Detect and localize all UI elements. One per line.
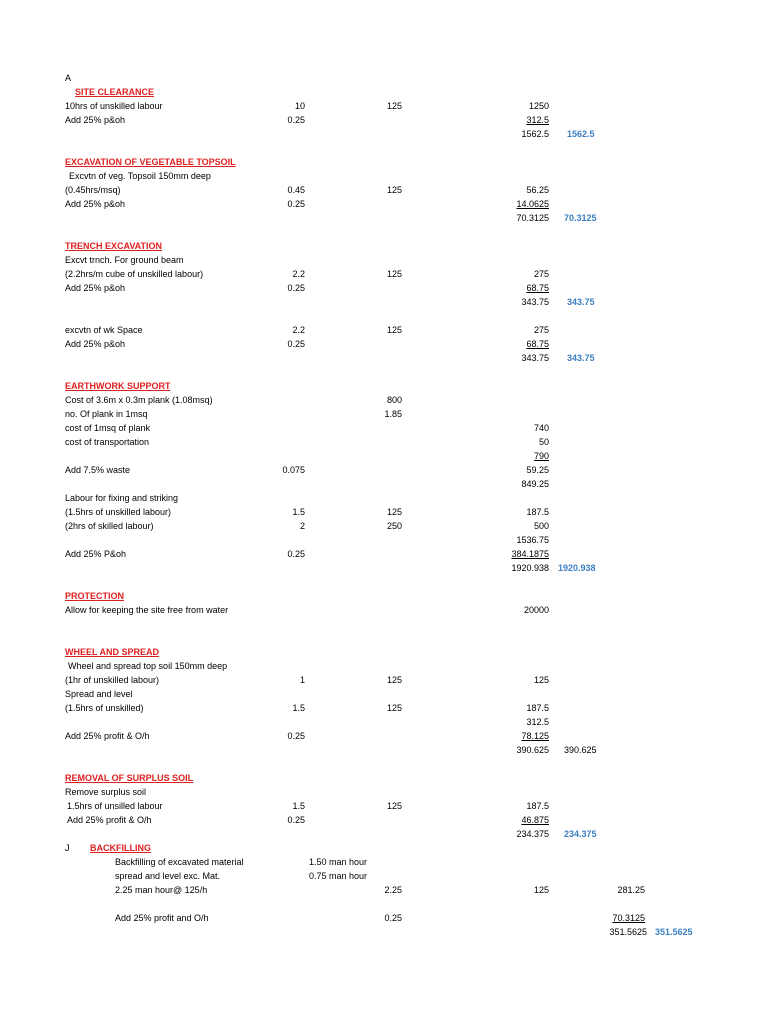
item-description: Excvtn of veg. Topsoil 150mm deep bbox=[69, 171, 211, 181]
item-quantity: 0.25 bbox=[287, 815, 305, 825]
line-item bbox=[0, 408, 768, 420]
section-heading: SITE CLEARANCE bbox=[75, 87, 155, 97]
item-amount: 384.1875 bbox=[511, 549, 549, 559]
section-heading: EARTHWORK SUPPORT bbox=[65, 381, 171, 391]
line-item bbox=[0, 800, 768, 812]
item-description: (0.45hrs/msq) bbox=[65, 185, 121, 195]
subtotal-row bbox=[0, 128, 768, 140]
line-item bbox=[0, 436, 768, 448]
item-description: Add 25% p&oh bbox=[65, 339, 126, 349]
line-item bbox=[0, 674, 768, 686]
subtotal-amount: 1920.938 bbox=[511, 563, 549, 573]
item-amount: 78.125 bbox=[521, 731, 549, 741]
item-description: Add 25% profit & O/h bbox=[65, 731, 150, 741]
line-item bbox=[0, 464, 768, 476]
item-quantity: 2 bbox=[299, 521, 305, 531]
item-description: Add 25% profit & O/h bbox=[67, 815, 152, 825]
section-total: 70.3125 bbox=[564, 213, 597, 223]
section-heading-row bbox=[0, 86, 768, 98]
line-item bbox=[0, 198, 768, 210]
subtotal-row bbox=[0, 562, 768, 574]
section-heading-row bbox=[0, 842, 768, 854]
subtotal-amount: 343.75 bbox=[521, 297, 549, 307]
section-heading-row bbox=[0, 240, 768, 252]
item-rate: 125 bbox=[386, 269, 402, 279]
item-description: cost of transportation bbox=[65, 437, 150, 447]
line-item bbox=[0, 870, 768, 882]
line-item bbox=[0, 506, 768, 518]
section-heading-row bbox=[0, 590, 768, 602]
line-item bbox=[0, 422, 768, 434]
item-quantity: 0.25 bbox=[287, 115, 305, 125]
subtotal-amount: 70.3125 bbox=[516, 213, 549, 223]
item-description: Add 25% P&oh bbox=[65, 549, 127, 559]
section-total: 234.375 bbox=[564, 829, 597, 839]
section-heading: BACKFILLING bbox=[90, 843, 151, 853]
subtotal-row bbox=[0, 352, 768, 364]
item-amount: 500 bbox=[533, 521, 549, 531]
item-amount: 187.5 bbox=[526, 507, 549, 517]
item-description: (2hrs of skilled labour) bbox=[65, 521, 154, 531]
section-letter: A bbox=[65, 73, 72, 83]
item-description: Add 7.5% waste bbox=[65, 465, 131, 475]
item-quantity: 10 bbox=[294, 101, 305, 111]
item-amount: 125 bbox=[533, 675, 549, 685]
line-item bbox=[0, 492, 768, 504]
subtotal-amount: 790 bbox=[533, 451, 549, 461]
item-amount: 187.5 bbox=[526, 703, 549, 713]
subtotal-row bbox=[0, 450, 768, 462]
section-heading-row bbox=[0, 380, 768, 392]
item-rate: 125 bbox=[386, 325, 402, 335]
item-quantity: 1 bbox=[299, 675, 305, 685]
item-quantity: 0.25 bbox=[384, 913, 402, 923]
subtotal-amount: 849.25 bbox=[521, 479, 549, 489]
item-quantity: 2.25 bbox=[384, 885, 402, 895]
item-rate: 125 bbox=[386, 801, 402, 811]
line-item bbox=[0, 912, 768, 924]
item-amount: 20000 bbox=[523, 605, 549, 615]
item-quantity: 0.25 bbox=[287, 283, 305, 293]
line-item bbox=[0, 394, 768, 406]
item-description: Excvt trnch. For ground beam bbox=[65, 255, 184, 265]
item-rate: 250 bbox=[386, 521, 402, 531]
item-amount: 70.3125 bbox=[612, 913, 645, 923]
item-amount: 14.0625 bbox=[516, 199, 549, 209]
item-quantity: 2.2 bbox=[292, 269, 305, 279]
section-heading: REMOVAL OF SURPLUS SOIL bbox=[65, 773, 194, 783]
item-quantity: 1.5 bbox=[292, 801, 305, 811]
line-item bbox=[0, 338, 768, 350]
item-amount: 281.25 bbox=[617, 885, 645, 895]
section-total: 343.75 bbox=[567, 297, 595, 307]
section-heading-row bbox=[0, 646, 768, 658]
item-quantity: 2.2 bbox=[292, 325, 305, 335]
line-item bbox=[0, 170, 768, 182]
item-description: Add 25% p&oh bbox=[65, 115, 126, 125]
subtotal-row bbox=[0, 716, 768, 728]
section-heading: TRENCH EXCAVATION bbox=[65, 241, 163, 251]
line-item bbox=[0, 730, 768, 742]
item-amount: 50 bbox=[538, 437, 549, 447]
subtotal-amount: 390.625 bbox=[516, 745, 549, 755]
item-description: 10hrs of unskilled labour bbox=[65, 101, 163, 111]
item-amount: 275 bbox=[533, 269, 549, 279]
subtotal-amount: 1536.75 bbox=[516, 535, 549, 545]
item-description: Backfilling of excavated material bbox=[115, 857, 244, 867]
item-description: Add 25% p&oh bbox=[65, 283, 126, 293]
subtotal-amount: 1562.5 bbox=[521, 129, 549, 139]
item-description: (2.2hrs/m cube of unskilled labour) bbox=[65, 269, 204, 279]
subtotal-row bbox=[0, 296, 768, 308]
item-description: cost of 1msq of plank bbox=[65, 423, 151, 433]
item-quantity: 0.25 bbox=[287, 549, 305, 559]
section-heading: EXCAVATION OF VEGETABLE TOPSOIL bbox=[65, 157, 236, 167]
item-note: 1.50 man hour bbox=[309, 857, 368, 867]
item-amount: 740 bbox=[533, 423, 549, 433]
item-rate: 125 bbox=[386, 185, 402, 195]
section-total: 343.75 bbox=[567, 353, 595, 363]
item-amount: 46.875 bbox=[521, 815, 549, 825]
subtotal-amount: 234.375 bbox=[516, 829, 549, 839]
item-quantity: 1.5 bbox=[292, 703, 305, 713]
item-quantity: 0.25 bbox=[287, 731, 305, 741]
line-item bbox=[0, 282, 768, 294]
subtotal-row bbox=[0, 828, 768, 840]
item-description: (1.5hrs of unskilled) bbox=[65, 703, 144, 713]
line-item bbox=[0, 548, 768, 560]
subtotal-row bbox=[0, 478, 768, 490]
item-quantity: 0.45 bbox=[287, 185, 305, 195]
item-amount: 68.75 bbox=[526, 339, 549, 349]
item-rate: 800 bbox=[386, 395, 402, 405]
line-item bbox=[0, 268, 768, 280]
item-description: excvtn of wk Space bbox=[65, 325, 143, 335]
line-item bbox=[0, 604, 768, 616]
subtotal-amount: 351.5625 bbox=[609, 927, 647, 937]
item-description: 1.5hrs of unsilled labour bbox=[67, 801, 163, 811]
item-description: Allow for keeping the site free from water bbox=[65, 605, 229, 615]
item-description: no. Of plank in 1msq bbox=[65, 409, 148, 419]
subtotal-amount: 312.5 bbox=[526, 717, 549, 727]
item-description: Spread and level bbox=[65, 689, 133, 699]
item-quantity: 0.075 bbox=[282, 465, 305, 475]
item-description: Add 25% profit and O/h bbox=[115, 913, 209, 923]
section-heading: WHEEL AND SPREAD bbox=[65, 647, 160, 657]
item-description: Remove surplus soil bbox=[65, 787, 147, 797]
heading-dash bbox=[66, 86, 71, 98]
item-description: Labour for fixing and striking bbox=[65, 493, 179, 503]
item-description: Wheel and spread top soil 150mm deep bbox=[68, 661, 228, 671]
item-rate: 1.85 bbox=[384, 409, 402, 419]
line-item bbox=[0, 884, 768, 896]
line-item bbox=[0, 814, 768, 826]
item-rate: 125 bbox=[386, 703, 402, 713]
section-letter-row bbox=[0, 72, 768, 84]
line-item bbox=[0, 184, 768, 196]
item-description: (1.5hrs of unskilled labour) bbox=[65, 507, 172, 517]
line-item bbox=[0, 702, 768, 714]
item-quantity: 1.5 bbox=[292, 507, 305, 517]
item-amount: 312.5 bbox=[526, 115, 549, 125]
item-description: 2.25 man hour@ 125/h bbox=[115, 885, 208, 895]
section-heading-row bbox=[0, 772, 768, 784]
line-item bbox=[0, 520, 768, 532]
item-amount: 275 bbox=[533, 325, 549, 335]
line-item bbox=[0, 254, 768, 266]
subtotal-row bbox=[0, 212, 768, 224]
subtotal-row bbox=[0, 534, 768, 546]
item-amount: 68.75 bbox=[526, 283, 549, 293]
section-total: 390.625 bbox=[564, 745, 597, 755]
line-item bbox=[0, 688, 768, 700]
item-description: Cost of 3.6m x 0.3m plank (1.08msq) bbox=[65, 395, 213, 405]
item-description: spread and level exc. Mat. bbox=[115, 871, 221, 881]
item-description: (1hr of unskilled labour) bbox=[65, 675, 160, 685]
item-quantity: 0.25 bbox=[287, 199, 305, 209]
line-item bbox=[0, 856, 768, 868]
line-item bbox=[0, 114, 768, 126]
item-rate: 125 bbox=[386, 101, 402, 111]
item-amount: 1250 bbox=[528, 101, 549, 111]
line-item bbox=[0, 660, 768, 672]
section-total: 351.5625 bbox=[655, 927, 693, 937]
item-note: 0.75 man hour bbox=[309, 871, 368, 881]
section-total: 1562.5 bbox=[567, 129, 595, 139]
item-rate: 125 bbox=[386, 507, 402, 517]
section-total: 1920.938 bbox=[558, 563, 596, 573]
line-item bbox=[0, 324, 768, 336]
item-description: Add 25% p&oh bbox=[65, 199, 126, 209]
item-quantity: 0.25 bbox=[287, 339, 305, 349]
item-rate: 125 bbox=[386, 675, 402, 685]
item-amount: 59.25 bbox=[526, 465, 549, 475]
subtotal-amount: 343.75 bbox=[521, 353, 549, 363]
item-amount: 56.25 bbox=[526, 185, 549, 195]
section-letter: J bbox=[65, 843, 70, 853]
section-heading: PROTECTION bbox=[65, 591, 125, 601]
line-item bbox=[0, 786, 768, 798]
line-item bbox=[0, 100, 768, 112]
section-heading-row bbox=[0, 156, 768, 168]
subtotal-row bbox=[0, 744, 768, 756]
item-amount: 187.5 bbox=[526, 801, 549, 811]
subtotal-row bbox=[0, 926, 768, 938]
item-rate: 125 bbox=[533, 885, 549, 895]
